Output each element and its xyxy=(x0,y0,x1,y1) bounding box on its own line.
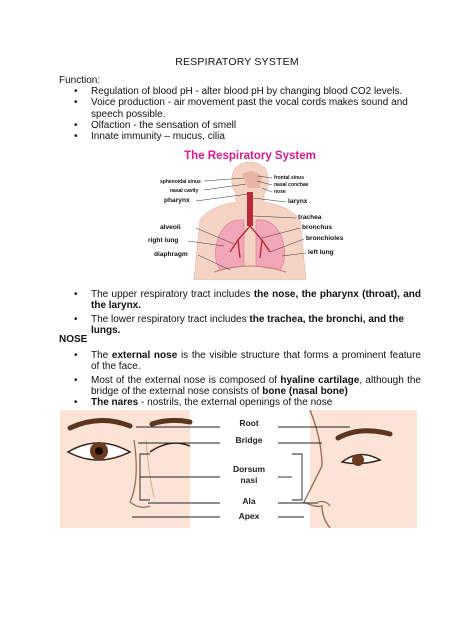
label-trachea: trachea xyxy=(298,214,322,221)
list-item: • Innate immunity – mucus, cilia xyxy=(74,131,225,143)
label-bronchus: bronchus xyxy=(302,224,333,231)
label-root: Root xyxy=(239,418,259,428)
label-ala: Ala xyxy=(242,496,256,506)
list-item: • Olfaction - the sensation of smell xyxy=(74,119,237,131)
side-iris xyxy=(352,454,364,466)
bullet-icon: • xyxy=(74,350,78,361)
list-item: • The nares - nostrils, the external openings of the nose xyxy=(74,397,333,409)
label-alveoli: alveoli xyxy=(160,224,181,231)
trachea-shape xyxy=(247,192,253,226)
external-nose-figure xyxy=(60,410,417,528)
label-dorsum: Dorsum xyxy=(232,464,266,474)
bullet-icon: • xyxy=(74,313,78,325)
bullet-icon: • xyxy=(74,97,78,109)
respiratory-system-figure xyxy=(140,148,360,280)
list-item: • Regulation of blood pH - alter blood pH by changing blood CO2 levels. xyxy=(74,86,403,97)
bullet-icon: • xyxy=(74,397,78,409)
side-face-skin xyxy=(310,410,417,528)
label-left-lung: left lung xyxy=(308,249,334,256)
label-bridge: Bridge xyxy=(235,435,263,445)
front-face-skin xyxy=(60,410,190,528)
list-item: • Most of the external nose is composed of hyaline cartilage, although the bridge of the external nose consists of bone (nasal bone) xyxy=(74,374,421,397)
bullet-icon: • xyxy=(74,374,78,386)
label-sphenoidal-sinus: sphenoidal sinus xyxy=(160,179,201,185)
page-title: RESPIRATORY SYSTEM xyxy=(175,56,299,68)
nose-list xyxy=(66,350,421,408)
label-pharynx: pharynx xyxy=(164,197,190,204)
bullet-icon: • xyxy=(74,119,78,131)
label-right-lung: right lung xyxy=(148,237,179,244)
label-nose: nose xyxy=(274,189,286,195)
section-heading-nose: NOSE xyxy=(59,334,88,345)
list-item: • The upper respiratory tract includes the nose, the pharynx (throat), and the larynx. xyxy=(74,289,421,312)
label-frontal-sinus: frontal sinus xyxy=(274,175,305,181)
label-larynx: larynx xyxy=(288,198,308,205)
tract-list xyxy=(66,289,421,336)
list-item: • The lower respiratory tract includes the trachea, the bronchi, and the lungs. xyxy=(74,313,404,336)
list-item: • The external nose is the visible structure that forms a prominent feature of the face. xyxy=(74,350,421,373)
label-nasal-conchae: nasal conchae xyxy=(274,182,309,188)
label-nasal-cavity: nasal cavity xyxy=(170,188,199,194)
bullet-icon: • xyxy=(74,289,78,300)
label-apex: Apex xyxy=(238,511,260,521)
respiratory-diagram xyxy=(140,148,360,280)
function-heading: Function: xyxy=(59,75,101,86)
bullet-icon: • xyxy=(74,86,78,97)
label-nasi: nasi xyxy=(240,475,258,485)
figure-title: The Respiratory System xyxy=(184,150,316,162)
label-bronchioles: bronchioles xyxy=(306,235,344,242)
bullet-icon: • xyxy=(74,131,78,143)
function-list xyxy=(66,86,421,142)
left-pupil xyxy=(95,447,103,455)
list-item: • Voice production - air movement past the vocal cords makes sound and speech possible. xyxy=(74,97,408,120)
label-diaphragm: diaphragm xyxy=(154,251,188,258)
